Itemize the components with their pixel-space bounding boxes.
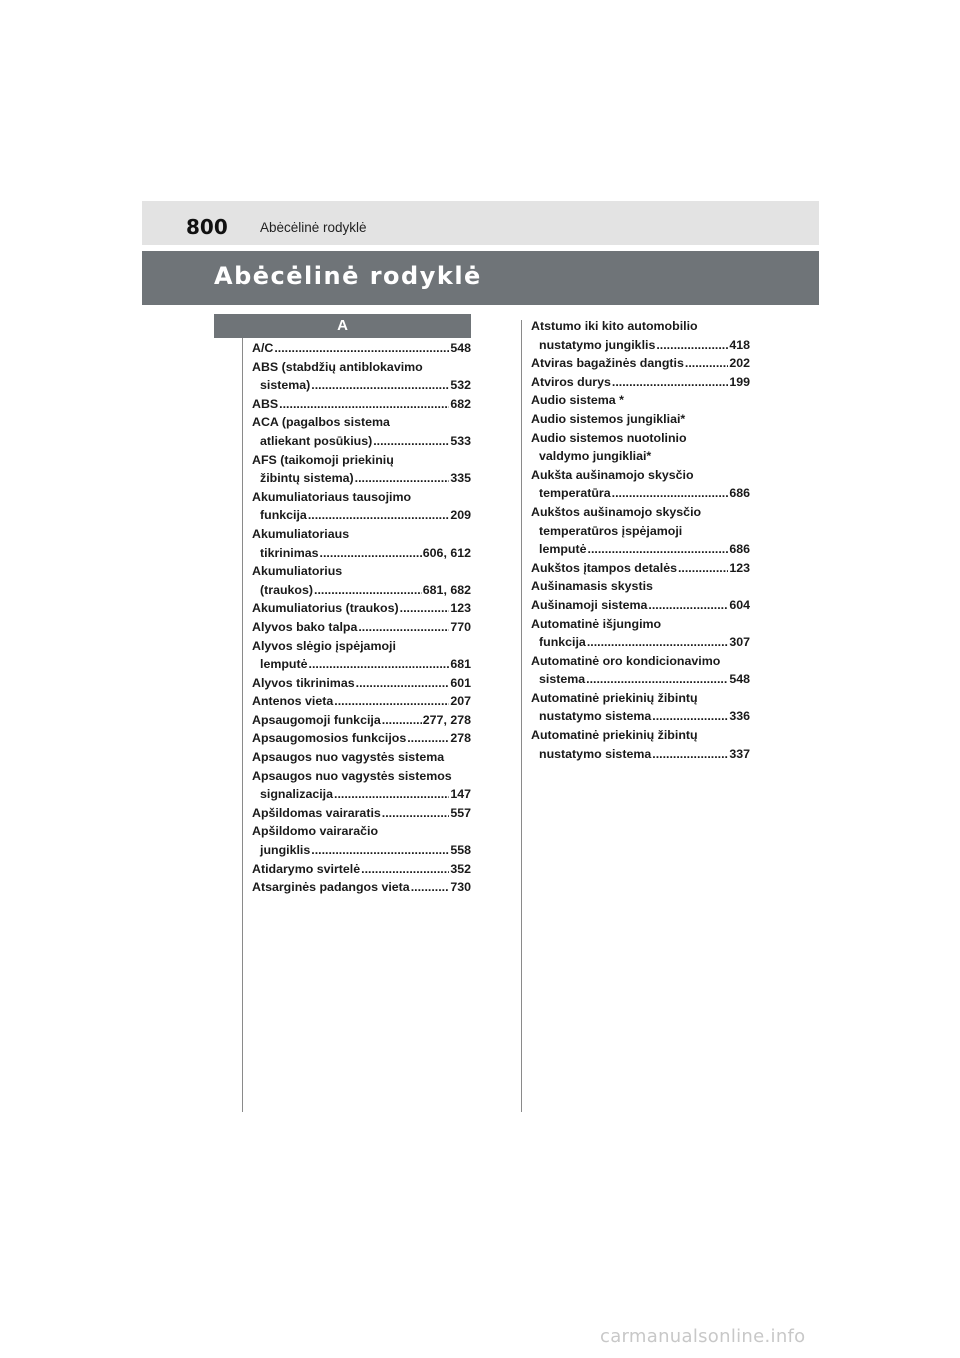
dot-leader — [587, 633, 728, 652]
dot-leader — [411, 878, 450, 897]
header-bar — [142, 201, 819, 245]
dot-leader — [356, 674, 450, 693]
index-entry[interactable] — [252, 637, 471, 674]
dot-leader — [358, 618, 449, 637]
index-entry[interactable] — [531, 689, 750, 726]
index-entry[interactable] — [252, 488, 471, 525]
index-entry[interactable] — [531, 503, 750, 559]
entry-text: Apsaugos nuo vagystės sistemos — [252, 768, 452, 783]
index-entry[interactable] — [252, 358, 471, 395]
index-entry[interactable] — [252, 525, 471, 562]
entry-text: Akumuliatorius (traukos) — [252, 601, 399, 616]
entry-text: ABS (stabdžių antiblokavimo — [252, 359, 423, 374]
index-entry[interactable] — [252, 711, 471, 730]
index-entry[interactable] — [252, 804, 471, 823]
entry-text: Automatinė išjungimo — [531, 616, 662, 631]
index-entry[interactable] — [252, 339, 471, 358]
page-reference[interactable]: 604 — [729, 597, 750, 612]
index-entry[interactable] — [531, 577, 750, 596]
dot-leader — [311, 376, 449, 395]
entry-text: sistema — [539, 672, 586, 687]
entry-text: Antenos vieta — [252, 694, 334, 709]
index-entry[interactable] — [252, 395, 471, 414]
index-entry[interactable] — [252, 729, 471, 748]
entry-text: sistema) — [260, 378, 311, 393]
page-reference[interactable]: 336 — [729, 709, 750, 724]
dot-leader — [320, 544, 422, 563]
entry-text: Aušinamasis skystis — [531, 579, 653, 594]
index-entry[interactable] — [531, 317, 750, 354]
entry-text: Atidarymo svirtelė — [252, 861, 361, 876]
entry-text: Audio sistema * — [531, 393, 624, 408]
index-entry[interactable] — [252, 618, 471, 637]
page-reference[interactable]: 307 — [729, 635, 750, 650]
index-entry[interactable] — [531, 652, 750, 689]
entry-text: jungiklis — [260, 843, 311, 858]
entry-text: funkcija — [539, 635, 586, 650]
entry-text: Audio sistemos nuotolinio — [531, 430, 687, 445]
page-reference[interactable]: 123 — [450, 601, 471, 616]
dot-leader — [279, 395, 449, 414]
index-entry[interactable] — [252, 413, 471, 450]
page-title: Abėcėlinė rodyklė — [214, 262, 482, 290]
index-entry[interactable] — [252, 767, 471, 804]
page-reference[interactable]: 557 — [450, 805, 471, 820]
index-entry[interactable] — [531, 559, 750, 578]
page-reference[interactable]: 681 — [450, 657, 471, 672]
page-reference[interactable]: 548 — [729, 672, 750, 687]
page-reference[interactable]: 277, 278 — [422, 712, 471, 727]
entry-text: A/C — [252, 341, 274, 355]
entry-text: AFS (taikomoji priekinių — [252, 452, 394, 467]
index-entry[interactable] — [531, 615, 750, 652]
page-reference[interactable]: 730 — [450, 880, 471, 895]
dot-leader — [407, 729, 449, 748]
page-number: 800 — [186, 215, 228, 239]
entry-text: Apsaugomosios funkcijos — [252, 731, 407, 746]
entry-text: Aukštos aušinamojo skysčio — [531, 504, 702, 519]
dot-leader — [373, 432, 449, 451]
dot-leader — [355, 469, 450, 488]
dot-leader — [382, 711, 422, 730]
dot-leader — [400, 599, 450, 618]
dot-leader — [656, 336, 728, 355]
dot-leader — [334, 692, 449, 711]
dot-leader — [309, 655, 450, 674]
page-reference[interactable]: 123 — [729, 560, 750, 575]
entry-text: Aukštos įtampos detalės — [531, 560, 677, 575]
page-reference[interactable]: 199 — [729, 374, 750, 389]
page-reference[interactable]: 335 — [450, 471, 471, 486]
page-reference[interactable]: 548 — [450, 341, 471, 355]
dot-leader — [652, 707, 728, 726]
index-entry[interactable] — [252, 860, 471, 879]
dot-leader — [648, 596, 728, 615]
index-entry[interactable] — [531, 726, 750, 763]
page-reference[interactable]: 533 — [450, 433, 471, 448]
index-entry[interactable] — [252, 674, 471, 693]
page-reference[interactable]: 686 — [729, 486, 750, 501]
index-entry[interactable] — [252, 748, 471, 767]
entry-text: Akumuliatorius — [252, 564, 343, 579]
entry-text: tikrinimas — [260, 545, 319, 560]
entry-text: temperatūra — [539, 486, 611, 501]
watermark: carmanualsonline.info — [600, 1326, 806, 1347]
entry-text: Audio sistemos jungikliai* — [531, 411, 686, 426]
running-title: Abėcėlinė rodyklė — [260, 220, 367, 235]
entry-text: valdymo jungikliai* — [539, 449, 652, 464]
entry-text: temperatūros įspėjamoji — [539, 523, 683, 538]
page-reference[interactable]: 681, 682 — [422, 582, 471, 597]
index-entry[interactable] — [252, 822, 471, 859]
index-entry[interactable] — [252, 599, 471, 618]
page-reference[interactable]: 209 — [450, 508, 471, 523]
entry-text: Alyvos tikrinimas — [252, 675, 355, 690]
page-reference[interactable]: 352 — [450, 861, 471, 876]
page-reference[interactable]: 558 — [450, 843, 471, 858]
entry-text: Akumuliatoriaus — [252, 526, 350, 541]
dot-leader — [274, 339, 449, 358]
page-reference[interactable]: 202 — [729, 356, 750, 371]
entry-text: Automatinė priekinių žibintų — [531, 728, 698, 743]
entry-text: ACA (pagalbos sistema — [252, 415, 390, 430]
dot-leader — [652, 745, 728, 764]
page-reference[interactable]: 601 — [450, 675, 471, 690]
index-entry[interactable] — [252, 878, 471, 897]
entry-text: Automatinė oro kondicionavimo — [531, 653, 721, 668]
page-reference[interactable]: 686 — [729, 542, 750, 557]
page-reference[interactable]: 207 — [450, 694, 471, 709]
page-reference[interactable]: 147 — [450, 787, 471, 802]
entry-text: signalizacija — [260, 787, 334, 802]
entry-text: Atviros durys — [531, 374, 611, 389]
entry-text: Apšildomo vairaračio — [252, 824, 379, 839]
dot-leader — [612, 484, 729, 503]
dot-leader — [678, 559, 728, 578]
entry-text: žibintų sistema) — [260, 471, 354, 486]
index-entry[interactable] — [531, 391, 750, 410]
entry-text: Akumuliatoriaus tausojimo — [252, 489, 412, 504]
entry-text: Aušinamoji sistema — [531, 597, 648, 612]
entry-text: funkcija — [260, 508, 307, 523]
index-entry[interactable] — [531, 354, 750, 373]
entry-text: ABS — [252, 396, 279, 411]
entry-text: atliekant posūkius) — [260, 433, 373, 448]
index-entry[interactable] — [252, 451, 471, 488]
entry-text: Apsaugos nuo vagystės sistema — [252, 750, 445, 765]
page-reference[interactable]: 337 — [729, 746, 750, 761]
entry-text: Atsarginės padangos vieta — [252, 880, 410, 895]
page-reference[interactable]: 606, 612 — [422, 545, 471, 560]
entry-text: Apšildomas vairaratis — [252, 805, 381, 820]
index-column-left — [252, 339, 471, 897]
dot-leader — [361, 860, 449, 879]
entry-text: Aukšta aušinamojo skysčio — [531, 467, 694, 482]
dot-leader — [334, 785, 449, 804]
entry-text: Apsaugomoji funkcija — [252, 712, 381, 727]
entry-text: Automatinė priekinių žibintų — [531, 690, 698, 705]
dot-leader — [685, 354, 728, 373]
entry-text: lemputė — [539, 542, 587, 557]
index-entry[interactable] — [531, 429, 750, 466]
page-reference[interactable]: 418 — [729, 337, 750, 352]
column-rule-left — [242, 320, 243, 1112]
index-entry[interactable] — [252, 692, 471, 711]
entry-text: nustatymo jungiklis — [539, 337, 656, 352]
dot-leader — [382, 804, 450, 823]
dot-leader — [308, 506, 449, 525]
column-rule-middle — [521, 320, 522, 1112]
index-entry[interactable] — [531, 373, 750, 392]
dot-leader — [314, 581, 422, 600]
index-entry[interactable] — [531, 596, 750, 615]
page-reference[interactable]: 532 — [450, 378, 471, 393]
entry-text: Alyvos bako talpa — [252, 619, 358, 634]
entry-text: lemputė — [260, 657, 308, 672]
page-reference[interactable]: 770 — [450, 619, 471, 634]
dot-leader — [311, 841, 449, 860]
dot-leader — [586, 670, 728, 689]
entry-text: nustatymo sistema — [539, 709, 652, 724]
page-reference[interactable]: 278 — [450, 731, 471, 746]
index-column-right — [531, 317, 750, 763]
entry-text: nustatymo sistema — [539, 746, 652, 761]
index-entry[interactable] — [531, 466, 750, 503]
page-reference[interactable]: 682 — [450, 396, 471, 411]
dot-leader — [612, 373, 728, 392]
index-entry[interactable] — [531, 410, 750, 429]
entry-text: Atviras bagažinės dangtis — [531, 356, 684, 371]
section-letter-tab: A — [214, 314, 471, 338]
entry-text: (traukos) — [260, 582, 314, 597]
dot-leader — [588, 540, 729, 559]
entry-text: Alyvos slėgio įspėjamoji — [252, 638, 396, 653]
entry-text: Atstumo iki kito automobilio — [531, 319, 698, 333]
index-entry[interactable] — [252, 562, 471, 599]
